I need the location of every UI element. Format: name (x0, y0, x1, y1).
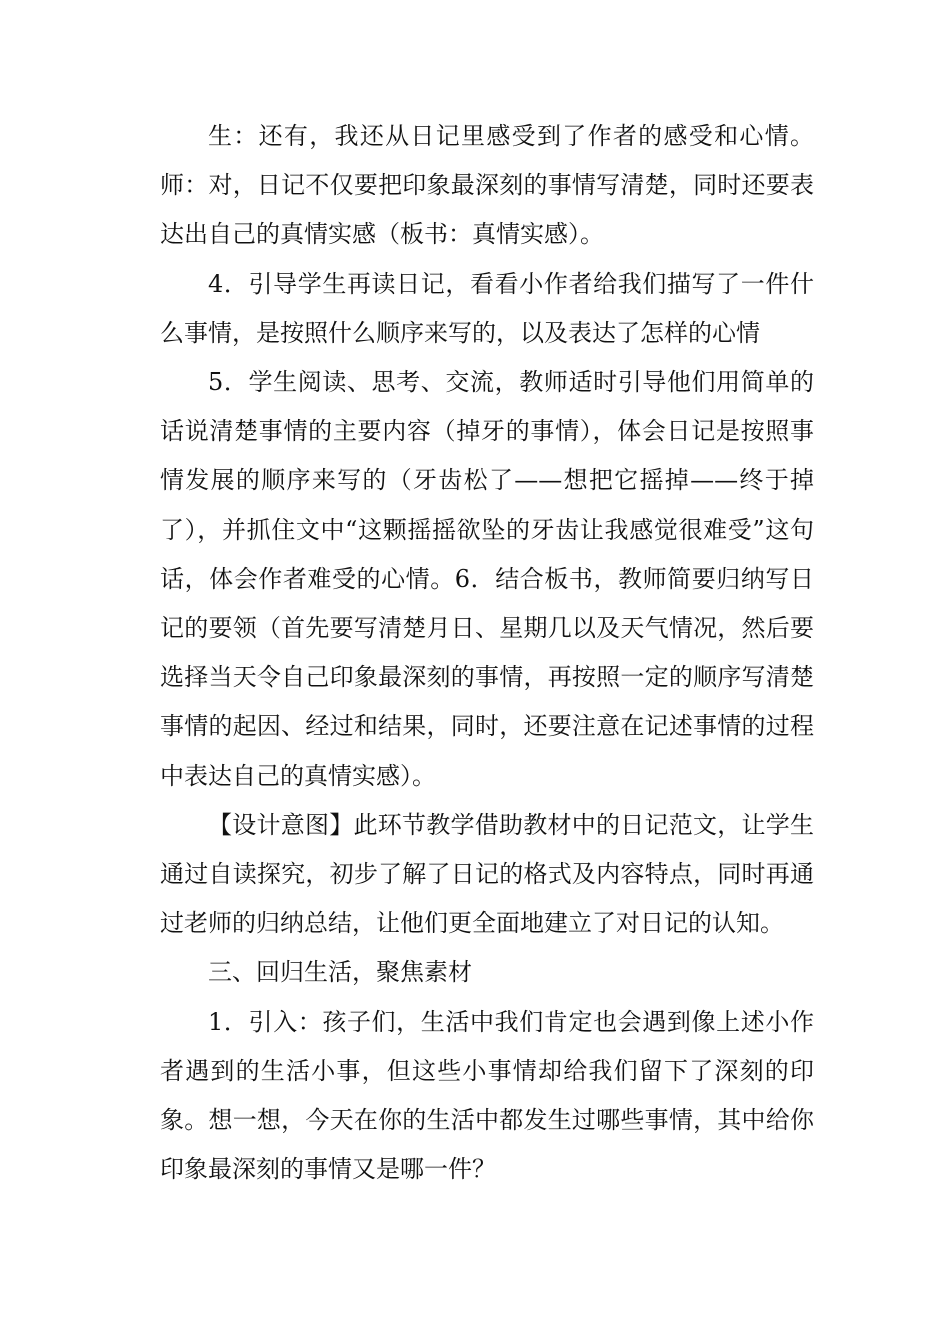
paragraph-design-intent: 【设计意图】此环节教学借助教材中的日记范文，让学生通过自读探究，初步了解了日记的格式及内容特点，同时再通过老师的归纳总结，让他们更全面地建立了对日记的认知。 (160, 810, 814, 938)
paragraph-step-5-6: 5．学生阅读、思考、交流，教师适时引导他们用简单的话说清楚事情的主要内容（掉牙的事情），体会日记是按照事情发展的顺序来写的（牙齿松了——想把它摇掉——终于掉了），并抓住文中“这颗摇摇欲坠的牙齿让我感觉很难受”这句话，体会作者难受的心情。6．结合板书，教师简要归纳写日记的要领（首先要写清楚月日、星期几以及天气情况，然后要选择当天令自己印象最深刻的事情，再按照一定的顺序写清楚事情的起因、经过和结果，同时，还要注意在记述事情的过程中表达自己的真情实感）。 (160, 368, 814, 790)
paragraph-intro-1: 1．引入：孩子们，生活中我们肯定也会遇到像上述小作者遇到的生活小事，但这些小事情却给我们留下了深刻的印象。想一想，今天在你的生活中都发生过哪些事情，其中给你印象最深刻的事情又是哪一件？ (160, 1007, 814, 1184)
section-heading-3: 三、回归生活，聚焦素材 (208, 958, 472, 987)
paragraph-step-4: 4．引导学生再读日记，看看小作者给我们描写了一件什么事情，是按照什么顺序来写的，以及表达了怎样的心情 (160, 269, 814, 347)
paragraph-student-reply: 生：还有，我还从日记里感受到了作者的感受和心情。师：对，日记不仅要把印象最深刻的事情写清楚，同时还要表达出自己的真情实感（板书：真情实感）。 (160, 122, 814, 249)
document-body (160, 112, 814, 1194)
